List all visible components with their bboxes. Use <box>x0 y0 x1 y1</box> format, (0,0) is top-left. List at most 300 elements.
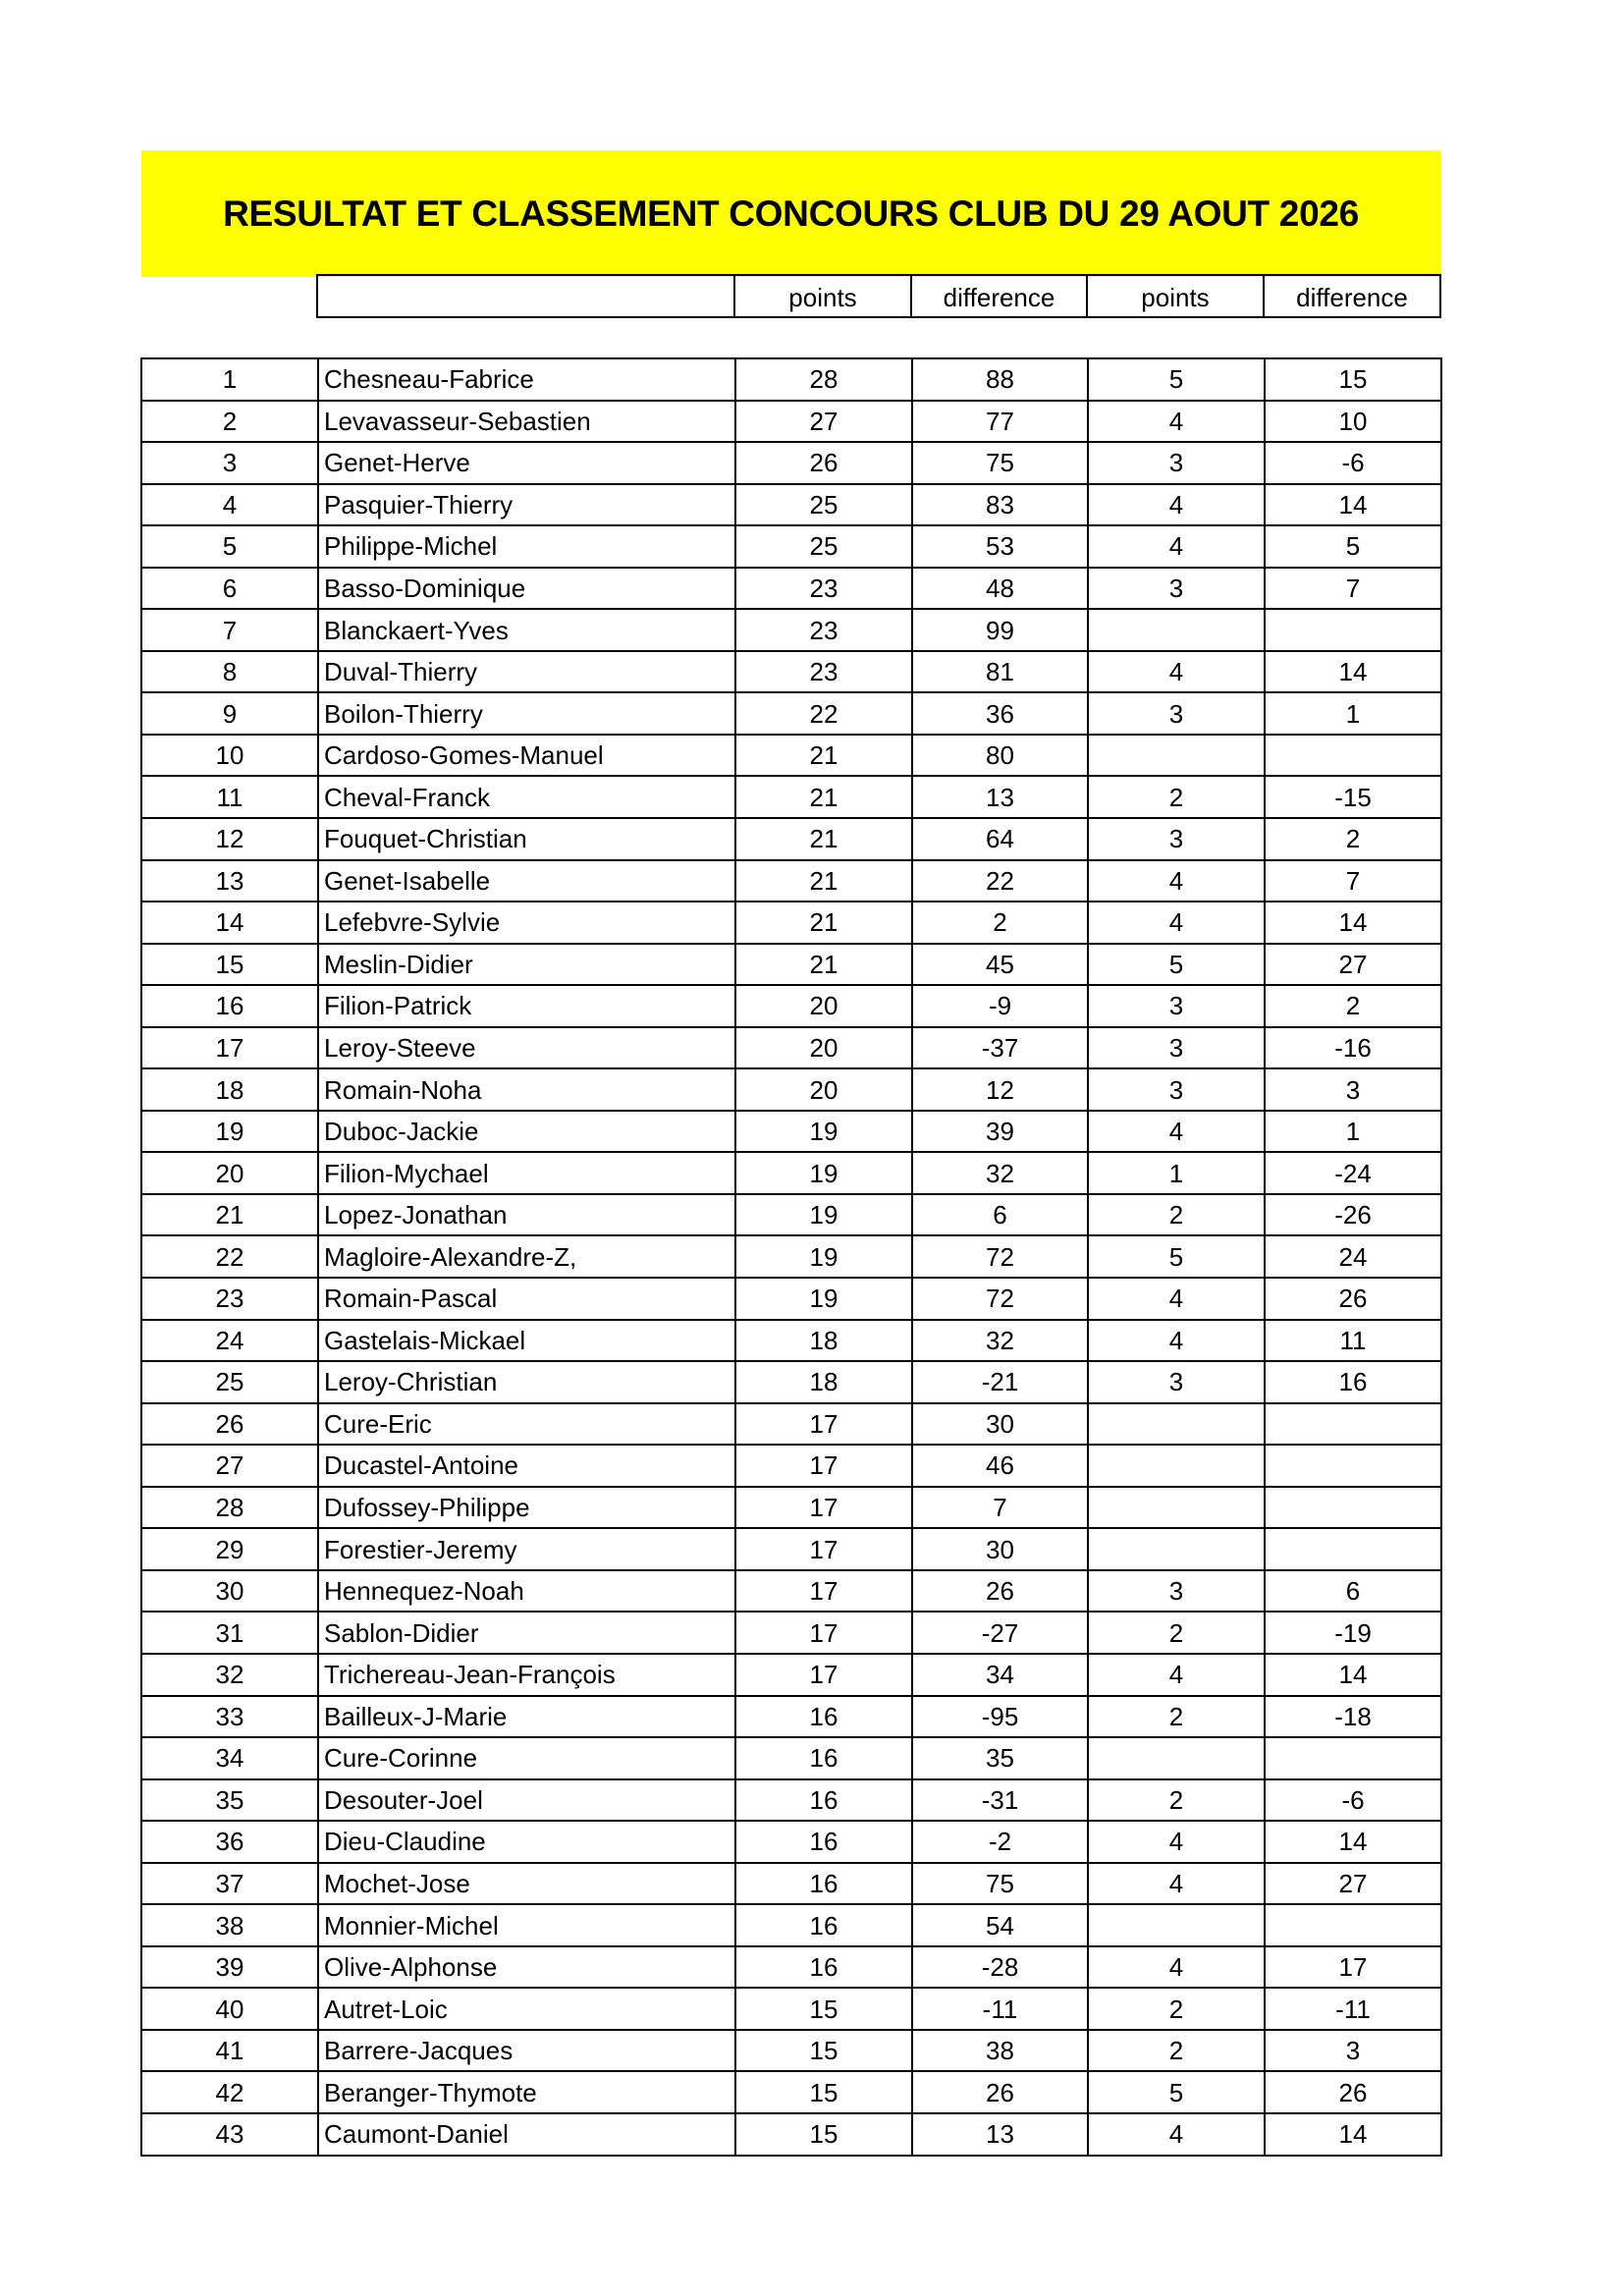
points-2-cell: 4 <box>1088 1278 1265 1320</box>
points-1-cell: 23 <box>735 568 912 610</box>
difference-1-cell: 46 <box>912 1445 1088 1487</box>
difference-2-cell: 3 <box>1265 2030 1441 2072</box>
points-2-cell: 5 <box>1088 358 1265 401</box>
difference-2-cell: 7 <box>1265 568 1441 610</box>
difference-2-cell: -18 <box>1265 1696 1441 1738</box>
table-row <box>141 1487 1441 1529</box>
difference-2-cell: -19 <box>1265 1612 1441 1654</box>
difference-2-cell: -6 <box>1265 1779 1441 1822</box>
difference-1-cell: 13 <box>912 776 1088 818</box>
difference-2-cell: 10 <box>1265 401 1441 443</box>
difference-1-cell: -21 <box>912 1361 1088 1403</box>
points-1-cell: 16 <box>735 1904 912 1946</box>
points-1-cell: 21 <box>735 776 912 818</box>
rank-cell: 30 <box>141 1570 318 1613</box>
points-1-cell: 17 <box>735 1487 912 1529</box>
points-1-cell: 20 <box>735 1027 912 1069</box>
difference-1-cell: 34 <box>912 1654 1088 1696</box>
table-row <box>141 1194 1441 1236</box>
difference-2-cell <box>1265 1487 1441 1529</box>
table-row <box>141 2030 1441 2072</box>
points-1-cell: 17 <box>735 1445 912 1487</box>
difference-1-cell: 64 <box>912 818 1088 860</box>
difference-1-cell: 99 <box>912 609 1088 651</box>
difference-2-cell: -26 <box>1265 1194 1441 1236</box>
points-1-cell: 25 <box>735 484 912 526</box>
points-1-cell: 15 <box>735 2113 912 2156</box>
rank-cell: 19 <box>141 1111 318 1153</box>
table-row <box>141 776 1441 818</box>
points-2-cell: 4 <box>1088 860 1265 902</box>
points-2-cell: 2 <box>1088 776 1265 818</box>
points-2-cell <box>1088 609 1265 651</box>
difference-2-cell: 14 <box>1265 2113 1441 2156</box>
table-row <box>141 1988 1441 2030</box>
difference-1-cell: -27 <box>912 1612 1088 1654</box>
header-difference-1: difference <box>911 275 1087 317</box>
table-row <box>141 735 1441 777</box>
table-row <box>141 1111 1441 1153</box>
points-1-cell: 23 <box>735 609 912 651</box>
name-cell: Bailleux-J-Marie <box>318 1696 735 1738</box>
difference-2-cell: 27 <box>1265 944 1441 986</box>
difference-2-cell: 24 <box>1265 1235 1441 1278</box>
points-2-cell: 3 <box>1088 818 1265 860</box>
difference-1-cell: 83 <box>912 484 1088 526</box>
points-1-cell: 17 <box>735 1570 912 1613</box>
difference-1-cell: 39 <box>912 1111 1088 1153</box>
name-cell: Cure-Eric <box>318 1403 735 1446</box>
name-cell: Levavasseur-Sebastien <box>318 401 735 443</box>
points-2-cell: 4 <box>1088 1821 1265 1863</box>
difference-2-cell: -24 <box>1265 1152 1441 1194</box>
difference-2-cell: -11 <box>1265 1988 1441 2030</box>
table-row <box>141 525 1441 568</box>
rank-cell: 11 <box>141 776 318 818</box>
difference-2-cell: -16 <box>1265 1027 1441 1069</box>
difference-1-cell: -28 <box>912 1946 1088 1989</box>
points-2-cell: 3 <box>1088 568 1265 610</box>
rank-cell: 5 <box>141 525 318 568</box>
difference-1-cell: -37 <box>912 1027 1088 1069</box>
name-cell: Autret-Loic <box>318 1988 735 2030</box>
rank-cell: 42 <box>141 2071 318 2113</box>
points-2-cell: 4 <box>1088 651 1265 693</box>
points-1-cell: 16 <box>735 1946 912 1989</box>
table-row <box>141 1696 1441 1738</box>
points-1-cell: 20 <box>735 1068 912 1111</box>
rank-cell: 1 <box>141 358 318 401</box>
rank-cell: 3 <box>141 442 318 484</box>
table-row <box>141 1403 1441 1446</box>
table-row <box>141 651 1441 693</box>
difference-2-cell: 1 <box>1265 1111 1441 1153</box>
rank-cell: 18 <box>141 1068 318 1111</box>
points-1-cell: 16 <box>735 1779 912 1822</box>
difference-2-cell <box>1265 609 1441 651</box>
name-cell: Cheval-Franck <box>318 776 735 818</box>
table-row <box>141 1779 1441 1822</box>
name-cell: Gastelais-Mickael <box>318 1320 735 1362</box>
difference-1-cell: 72 <box>912 1278 1088 1320</box>
difference-2-cell: 14 <box>1265 1654 1441 1696</box>
name-cell: Pasquier-Thierry <box>318 484 735 526</box>
rank-cell: 34 <box>141 1737 318 1779</box>
table-row <box>141 568 1441 610</box>
points-1-cell: 18 <box>735 1320 912 1362</box>
name-cell: Filion-Patrick <box>318 985 735 1027</box>
points-1-cell: 19 <box>735 1235 912 1278</box>
difference-2-cell: -15 <box>1265 776 1441 818</box>
name-cell: Cardoso-Gomes-Manuel <box>318 735 735 777</box>
points-2-cell: 3 <box>1088 985 1265 1027</box>
rank-cell: 28 <box>141 1487 318 1529</box>
difference-2-cell: 15 <box>1265 358 1441 401</box>
points-1-cell: 20 <box>735 985 912 1027</box>
name-cell: Trichereau-Jean-François <box>318 1654 735 1696</box>
table-row <box>141 1904 1441 1946</box>
table-row <box>141 1570 1441 1613</box>
rank-cell: 15 <box>141 944 318 986</box>
name-cell: Cure-Corinne <box>318 1737 735 1779</box>
difference-1-cell: -2 <box>912 1821 1088 1863</box>
header-points-1: points <box>734 275 911 317</box>
difference-2-cell: 14 <box>1265 1821 1441 1863</box>
points-1-cell: 17 <box>735 1528 912 1570</box>
rank-cell: 37 <box>141 1863 318 1905</box>
points-2-cell: 3 <box>1088 1027 1265 1069</box>
table-row <box>141 1068 1441 1111</box>
rank-cell: 8 <box>141 651 318 693</box>
name-cell: Chesneau-Fabrice <box>318 358 735 401</box>
difference-1-cell: 12 <box>912 1068 1088 1111</box>
header-difference-2: difference <box>1264 275 1440 317</box>
table-row <box>141 1027 1441 1069</box>
points-2-cell: 5 <box>1088 2071 1265 2113</box>
rank-cell: 43 <box>141 2113 318 2156</box>
difference-1-cell: 53 <box>912 525 1088 568</box>
name-cell: Barrere-Jacques <box>318 2030 735 2072</box>
table-row <box>141 902 1441 944</box>
name-cell: Leroy-Christian <box>318 1361 735 1403</box>
difference-1-cell: 48 <box>912 568 1088 610</box>
points-1-cell: 25 <box>735 525 912 568</box>
points-1-cell: 19 <box>735 1152 912 1194</box>
name-cell: Genet-Herve <box>318 442 735 484</box>
points-1-cell: 22 <box>735 692 912 735</box>
name-cell: Philippe-Michel <box>318 525 735 568</box>
rank-cell: 29 <box>141 1528 318 1570</box>
table-row <box>141 692 1441 735</box>
table-row <box>141 818 1441 860</box>
rank-cell: 12 <box>141 818 318 860</box>
difference-2-cell: 3 <box>1265 1068 1441 1111</box>
name-cell: Genet-Isabelle <box>318 860 735 902</box>
points-2-cell: 3 <box>1088 1570 1265 1613</box>
difference-2-cell: 26 <box>1265 2071 1441 2113</box>
rank-cell: 27 <box>141 1445 318 1487</box>
name-cell: Duval-Thierry <box>318 651 735 693</box>
points-2-cell: 4 <box>1088 525 1265 568</box>
difference-1-cell: 32 <box>912 1320 1088 1362</box>
points-2-cell: 4 <box>1088 401 1265 443</box>
points-1-cell: 21 <box>735 860 912 902</box>
difference-2-cell <box>1265 1403 1441 1446</box>
difference-1-cell: 32 <box>912 1152 1088 1194</box>
points-1-cell: 15 <box>735 2030 912 2072</box>
name-cell: Romain-Noha <box>318 1068 735 1111</box>
difference-2-cell: 14 <box>1265 651 1441 693</box>
difference-1-cell: 36 <box>912 692 1088 735</box>
name-cell: Blanckaert-Yves <box>318 609 735 651</box>
points-1-cell: 17 <box>735 1654 912 1696</box>
name-cell: Boilon-Thierry <box>318 692 735 735</box>
header-row <box>140 275 1440 317</box>
name-cell: Meslin-Didier <box>318 944 735 986</box>
difference-1-cell: 2 <box>912 902 1088 944</box>
difference-1-cell: 22 <box>912 860 1088 902</box>
difference-1-cell: 88 <box>912 358 1088 401</box>
points-2-cell: 2 <box>1088 1988 1265 2030</box>
points-1-cell: 18 <box>735 1361 912 1403</box>
points-2-cell: 1 <box>1088 1152 1265 1194</box>
table-row <box>141 1152 1441 1194</box>
difference-1-cell: 13 <box>912 2113 1088 2156</box>
points-2-cell: 5 <box>1088 944 1265 986</box>
difference-2-cell: 26 <box>1265 1278 1441 1320</box>
difference-1-cell: 30 <box>912 1528 1088 1570</box>
name-cell: Duboc-Jackie <box>318 1111 735 1153</box>
rank-cell: 4 <box>141 484 318 526</box>
points-1-cell: 16 <box>735 1696 912 1738</box>
difference-2-cell: 14 <box>1265 902 1441 944</box>
points-2-cell: 2 <box>1088 1696 1265 1738</box>
rank-cell: 33 <box>141 1696 318 1738</box>
points-2-cell <box>1088 1904 1265 1946</box>
difference-1-cell: 75 <box>912 1863 1088 1905</box>
points-1-cell: 19 <box>735 1278 912 1320</box>
points-1-cell: 21 <box>735 735 912 777</box>
difference-2-cell: 7 <box>1265 860 1441 902</box>
name-cell: Monnier-Michel <box>318 1904 735 1946</box>
rank-cell: 32 <box>141 1654 318 1696</box>
difference-2-cell: 5 <box>1265 525 1441 568</box>
table-row <box>141 985 1441 1027</box>
table-row <box>141 401 1441 443</box>
difference-2-cell: 16 <box>1265 1361 1441 1403</box>
difference-1-cell: -9 <box>912 985 1088 1027</box>
name-cell: Filion-Mychael <box>318 1152 735 1194</box>
rank-cell: 39 <box>141 1946 318 1989</box>
difference-1-cell: 54 <box>912 1904 1088 1946</box>
rank-cell: 7 <box>141 609 318 651</box>
difference-2-cell: 2 <box>1265 985 1441 1027</box>
name-cell: Beranger-Thymote <box>318 2071 735 2113</box>
points-1-cell: 16 <box>735 1737 912 1779</box>
difference-2-cell: 6 <box>1265 1570 1441 1613</box>
points-2-cell <box>1088 1445 1265 1487</box>
difference-1-cell: 26 <box>912 2071 1088 2113</box>
name-cell: Fouquet-Christian <box>318 818 735 860</box>
rank-cell: 36 <box>141 1821 318 1863</box>
name-cell: Dieu-Claudine <box>318 1821 735 1863</box>
table-row <box>141 1654 1441 1696</box>
difference-2-cell: 14 <box>1265 484 1441 526</box>
rank-cell: 9 <box>141 692 318 735</box>
rank-cell: 35 <box>141 1779 318 1822</box>
difference-1-cell: 35 <box>912 1737 1088 1779</box>
difference-2-cell <box>1265 1737 1441 1779</box>
points-2-cell <box>1088 1528 1265 1570</box>
points-1-cell: 19 <box>735 1111 912 1153</box>
points-2-cell: 4 <box>1088 902 1265 944</box>
name-cell: Lopez-Jonathan <box>318 1194 735 1236</box>
table-row <box>141 358 1441 401</box>
points-1-cell: 19 <box>735 1194 912 1236</box>
difference-1-cell: 6 <box>912 1194 1088 1236</box>
rank-cell: 25 <box>141 1361 318 1403</box>
title-banner <box>141 150 1440 277</box>
name-cell: Romain-Pascal <box>318 1278 735 1320</box>
points-2-cell: 4 <box>1088 2113 1265 2156</box>
table-row <box>141 1737 1441 1779</box>
header-points-2: points <box>1087 275 1264 317</box>
rank-cell: 31 <box>141 1612 318 1654</box>
table-row <box>141 1445 1441 1487</box>
difference-2-cell: -6 <box>1265 442 1441 484</box>
table-row <box>141 1320 1441 1362</box>
points-1-cell: 21 <box>735 902 912 944</box>
header-name <box>317 275 734 317</box>
rank-cell: 2 <box>141 401 318 443</box>
difference-1-cell: 45 <box>912 944 1088 986</box>
difference-2-cell: 11 <box>1265 1320 1441 1362</box>
difference-1-cell: -11 <box>912 1988 1088 2030</box>
table-row <box>141 484 1441 526</box>
table-row <box>141 1821 1441 1863</box>
column-header-table <box>140 274 1441 318</box>
rank-cell: 10 <box>141 735 318 777</box>
rank-cell: 41 <box>141 2030 318 2072</box>
points-2-cell: 3 <box>1088 442 1265 484</box>
table-row <box>141 442 1441 484</box>
difference-1-cell: 81 <box>912 651 1088 693</box>
points-2-cell: 4 <box>1088 1946 1265 1989</box>
points-1-cell: 15 <box>735 2071 912 2113</box>
table-row <box>141 609 1441 651</box>
points-2-cell: 3 <box>1088 692 1265 735</box>
points-2-cell <box>1088 1403 1265 1446</box>
points-1-cell: 23 <box>735 651 912 693</box>
points-2-cell: 2 <box>1088 1612 1265 1654</box>
rank-cell: 26 <box>141 1403 318 1446</box>
points-2-cell: 3 <box>1088 1068 1265 1111</box>
points-2-cell: 4 <box>1088 1320 1265 1362</box>
difference-2-cell: 17 <box>1265 1946 1441 1989</box>
difference-1-cell: 26 <box>912 1570 1088 1613</box>
table-row <box>141 2071 1441 2113</box>
points-1-cell: 17 <box>735 1403 912 1446</box>
rank-cell: 13 <box>141 860 318 902</box>
results-table <box>140 357 1442 2157</box>
points-2-cell: 2 <box>1088 2030 1265 2072</box>
name-cell: Basso-Dominique <box>318 568 735 610</box>
difference-2-cell: 2 <box>1265 818 1441 860</box>
rank-cell: 21 <box>141 1194 318 1236</box>
table-row <box>141 1612 1441 1654</box>
rank-cell: 38 <box>141 1904 318 1946</box>
points-2-cell: 4 <box>1088 1111 1265 1153</box>
points-1-cell: 16 <box>735 1821 912 1863</box>
difference-2-cell <box>1265 1528 1441 1570</box>
difference-1-cell: 72 <box>912 1235 1088 1278</box>
points-1-cell: 21 <box>735 944 912 986</box>
points-2-cell: 4 <box>1088 1863 1265 1905</box>
rank-cell: 40 <box>141 1988 318 2030</box>
table-row <box>141 1361 1441 1403</box>
name-cell: Desouter-Joel <box>318 1779 735 1822</box>
name-cell: Mochet-Jose <box>318 1863 735 1905</box>
points-1-cell: 17 <box>735 1612 912 1654</box>
difference-2-cell <box>1265 735 1441 777</box>
difference-2-cell <box>1265 1445 1441 1487</box>
points-1-cell: 15 <box>735 1988 912 2030</box>
difference-2-cell <box>1265 1904 1441 1946</box>
name-cell: Leroy-Steeve <box>318 1027 735 1069</box>
difference-1-cell: 80 <box>912 735 1088 777</box>
table-row <box>141 1528 1441 1570</box>
name-cell: Forestier-Jeremy <box>318 1528 735 1570</box>
points-2-cell <box>1088 1487 1265 1529</box>
rank-cell: 23 <box>141 1278 318 1320</box>
name-cell: Magloire-Alexandre-Z, <box>318 1235 735 1278</box>
rank-cell: 16 <box>141 985 318 1027</box>
difference-2-cell: 1 <box>1265 692 1441 735</box>
table-row <box>141 2113 1441 2156</box>
points-1-cell: 21 <box>735 818 912 860</box>
difference-1-cell: -31 <box>912 1779 1088 1822</box>
rank-cell: 24 <box>141 1320 318 1362</box>
name-cell: Caumont-Daniel <box>318 2113 735 2156</box>
table-row <box>141 1235 1441 1278</box>
points-2-cell: 2 <box>1088 1194 1265 1236</box>
difference-2-cell: 27 <box>1265 1863 1441 1905</box>
table-row <box>141 944 1441 986</box>
points-2-cell: 5 <box>1088 1235 1265 1278</box>
rank-cell: 6 <box>141 568 318 610</box>
table-row <box>141 1946 1441 1989</box>
page-title: RESULTAT ET CLASSEMENT CONCOURS CLUB DU 29 AOUT 2026 <box>223 192 1359 234</box>
points-2-cell: 2 <box>1088 1779 1265 1822</box>
points-1-cell: 27 <box>735 401 912 443</box>
difference-1-cell: 77 <box>912 401 1088 443</box>
name-cell: Lefebvre-Sylvie <box>318 902 735 944</box>
rank-cell: 22 <box>141 1235 318 1278</box>
rank-cell: 14 <box>141 902 318 944</box>
name-cell: Ducastel-Antoine <box>318 1445 735 1487</box>
points-2-cell: 4 <box>1088 1654 1265 1696</box>
table-row <box>141 1278 1441 1320</box>
points-2-cell: 3 <box>1088 1361 1265 1403</box>
points-1-cell: 26 <box>735 442 912 484</box>
difference-1-cell: 38 <box>912 2030 1088 2072</box>
table-row <box>141 860 1441 902</box>
name-cell: Olive-Alphonse <box>318 1946 735 1989</box>
difference-1-cell: -95 <box>912 1696 1088 1738</box>
name-cell: Hennequez-Noah <box>318 1570 735 1613</box>
rank-cell: 20 <box>141 1152 318 1194</box>
difference-1-cell: 7 <box>912 1487 1088 1529</box>
